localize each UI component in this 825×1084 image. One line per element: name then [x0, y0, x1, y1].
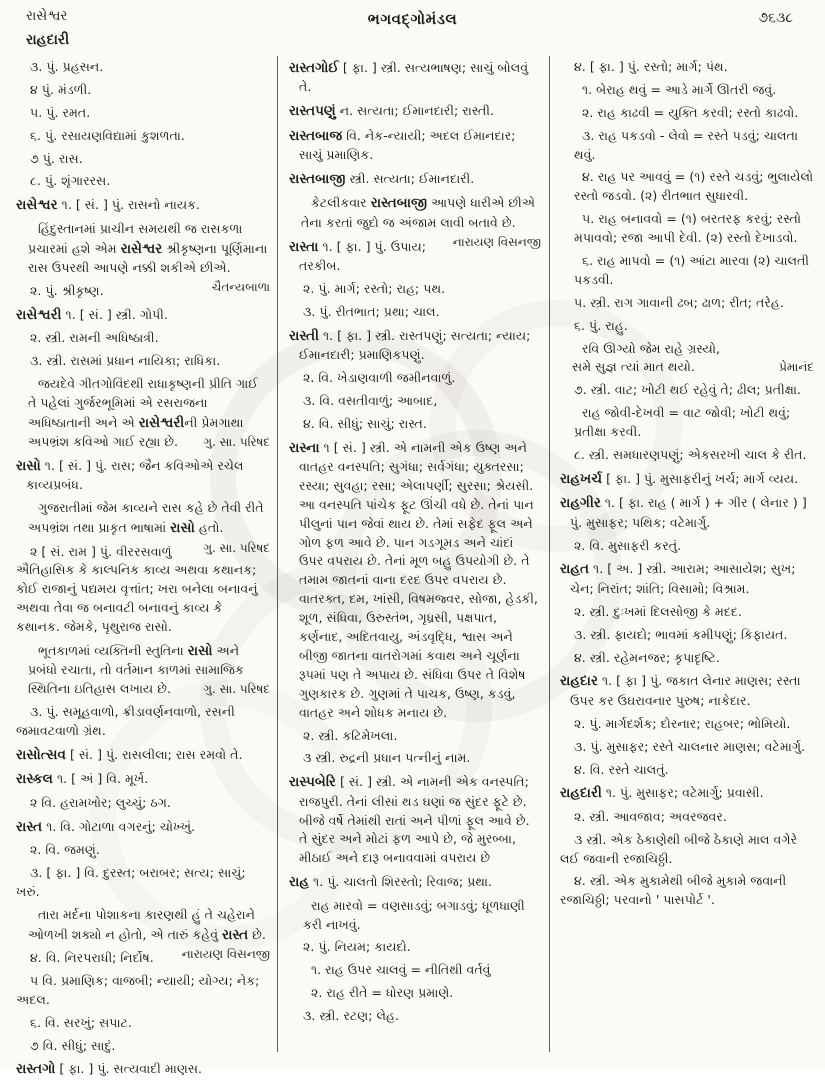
idiom-line: ૬. રાહ માપવો = (૧) આંટા મારવા (૨) ચાલતી પકડવી.	[574, 253, 810, 287]
headword: રાસ્ત	[222, 926, 249, 943]
sense-line: ૮. પું. શૃંગારરસ.	[30, 173, 111, 189]
guide-word-top: રાસેશ્વર	[26, 8, 68, 24]
sense-line: ૩. સ્ત્રી. ફાયદો; ભાવમાં કમીપણું; કિફાયત.	[574, 626, 788, 642]
sense-line: ૨. પું. શ્રીકૃષ્ણ.	[30, 282, 104, 298]
headword: રાહત	[560, 561, 590, 578]
sense-line: ૬. વિ. સરખું; સપાટ.	[30, 1014, 132, 1030]
quotation: રવિ ઊગ્યો જેમ રાહે ગ્રસ્યો, સમે સુજ્ઞ ત્યાં માત થયો. પ્રેમાનંદ	[572, 340, 814, 375]
attribution: ચૈતન્યબાળા	[211, 279, 270, 294]
attribution: પ્રેમાનંદ	[779, 360, 814, 375]
dictionary-entry: રાહદારી ૧. પું. મુસાફર; વટેમાર્ગુ; પ્રવાસી.	[560, 785, 764, 802]
idiom-line: ૩. રાહ પકડવો - લેવો = રસ્તે પડવું; ચાલતા થવું.	[574, 127, 798, 162]
quotation: જયદેવે ગીતગોવિંદથી રાધાકૃષ્ણની પ્રીતિ ગાઈ તે પહેલાં ગુર્જરભૂમિમાં એ રસરાજના અધિષ્ઠાતાની અને એ રાસેશ્વરીની પ્રેમગાથા અપભ્રંશ કવિઓ ગાઈ રહ્યા છે. ગુ. સા. પરિષદ	[28, 375, 270, 450]
sense-line: ૨. વિ. ખેડાણવાળી જમીનવાળું.	[303, 369, 456, 385]
sense-line: ૩ સ્ત્રી. રુદ્રની પ્રધાન પત્નીનું નામ.	[303, 750, 471, 766]
headword: રાહદાર	[560, 673, 598, 690]
headword: રાસ્ત	[16, 818, 43, 835]
sense-line: ૨. પું. માર્ગદર્શક; દોરનાર; રાહબર; ભોમિયો.	[574, 715, 791, 731]
headword: રાસ્ના	[289, 439, 320, 456]
idiom-line: ૧. બેરાહ થવું = આડે માર્ગે ઊતરી જવું.	[582, 81, 777, 97]
column-divider	[549, 56, 550, 1052]
idiom-line: ૫. રાહ બનાવવો = (૧) બરતરફ કરવું; રસ્તો મપાવવો; રજા આપી દેવી. (૨) રસ્તો દેખાડવો.	[574, 211, 802, 246]
sense-line: ૨. સ્ત્રી. રામની અધિષ્ઠાત્રી.	[30, 330, 159, 346]
attribution: ગુ. સા. પરિષદ	[203, 435, 270, 450]
sense-line: ૪. સ્ત્રી. એક મુકામેથી બીજે મુકામે જવાની રજાચિઠ્ઠી; પરવાનો ' પાસપોર્ટ '.	[560, 873, 787, 908]
dictionary-entry: રાસોત્સવ [ સં. ] પું. રાસલીલા; રાસ રમવો તે.	[16, 747, 243, 763]
quotation: ભૂતકાળમાં વ્યક્તિની સ્તુતિના રાસો અને પ્રબંધો રચાતા, તો વર્તમાન કાળમાં સામાજિક સ્થિતિના ઇતિહાસ લખાય છે. ગુ. સા. પરિષદ	[28, 643, 270, 697]
dictionary-entry: રાહદાર ૧. [ ફા ] પું. જકાત લેનાર માણસ; રસ્તા ઉપર કર ઉઘરાવનાર પુરુષ; નાકેદાર.	[560, 673, 801, 708]
headword: રાહદારી	[560, 785, 602, 802]
dictionary-entry: રાસ્પબેરિ [ સં. ] સ્ત્રી. એ નામની એક વનસ્પતિ; રાજપુરી. તેનાં લીસાં થડ ઘણાં જ સુંદર ફૂટે છે. બીજે વર્ષે તેમાંથી રાતાં અને પીળાં ફૂલ આવે છે. તે સુંદર અને મોટાં ફળ આપે છે, જે મુરબ્બા, મીઠાઈ અને દારૂ બનાવવામાં વપરાય છે	[289, 774, 530, 866]
sense-line: ૭ પું. રાસ.	[30, 150, 83, 166]
dictionary-entry: રાસેશ્વરી ૧. [ સં. ] સ્ત્રી. ગોપી.	[16, 306, 168, 323]
headword: રાહગીર	[560, 495, 601, 512]
page-title: ભગવદ્ગોમંડલ	[367, 10, 458, 28]
idiom-line: રાહ જોવી-દેખવી = વાટ જોવી; ખોટી થવું; પ્રતીક્ષા કરવી.	[574, 405, 791, 440]
sense-line: ૬. પું. રાહુ.	[574, 317, 628, 333]
text-column-1	[16, 58, 270, 1084]
dictionary-entry: રાહગીર ૧. [ ફા. રાહ ( માર્ગ ) + ગીર ( લેનાર ) ] પું. મુસાફર; પથિક; વટેમાર્ગુ.	[560, 495, 807, 530]
dictionary-entry: રાસ્તબાજી સ્ત્રી. સત્યતા; ઈમાનદારી.	[289, 170, 475, 187]
dictionary-entry: રાસ્તી ૧. [ ફા. ] સ્ત્રી. રાસ્તપણું; સત્યતા; ન્યાય; ઈમાનદારી; પ્રમાણિકપણું.	[289, 327, 531, 363]
page-number: ૭૬૩૮	[758, 10, 793, 26]
quotation: હિંદુસ્તાનમાં પ્રાચીન સમયથી જ રાસકળા પ્રચારમાં હશે એમ રાસેશ્વર શ્રીકૃષ્ણના પૂર્ણિમાના રાસ ઉપરથી આપણે નક્કી શકીએ છીએ. ચૈતન્યબાળા	[28, 220, 270, 294]
sense-line: ૨. પું. માર્ગ; રસ્તો; રાહ; પથ.	[303, 280, 446, 296]
sense-line: ૪. સ્ત્રી. રહેમનજર; કૃપાદૃષ્ટિ.	[574, 649, 720, 665]
dictionary-entry: રાહત ૧. [ અ. ] સ્ત્રી. આરામ; આસાયેશ; સુખ; ચેન; નિરાંત; શાંતિ; વિસામો; વિશ્રામ.	[560, 561, 796, 596]
sense-line: ૩. સ્ત્રી. રાસમાં પ્રધાન નાયિકા; રાધિકા.	[30, 353, 221, 369]
sense-line: ૩. પું. પ્રહસન.	[30, 59, 104, 74]
dictionary-entry: રાસો ૧. [ સં. ] પું. રાસ; જૈન કવિઓએ રચેલ કાવ્યપ્રબંધ.	[16, 458, 244, 493]
dictionary-entry: રાસ્કલ ૧. [ અં ] વિ. મૂર્ખ.	[16, 771, 149, 788]
quotation: કેટલીકવાર રાસ્તબાજી આપણે ધારીએ છીએ તેના કરતાં જુદો જ અંજામ લાવી બતાવે છે. નારાયણ વિસનજી	[301, 195, 541, 249]
quotation: ગુજરાતીમાં જેમ કાવ્યને રાસ કહે છે તેવી રીતે અપભ્રંશ તથા પ્રાકૃત ભાષામાં રાસો હતો. ગુ. સા. પરિષદ	[28, 500, 270, 555]
sense-line: ૪. વિ. રસ્તે ચાલતું.	[574, 761, 669, 777]
dictionary-entry: રાહખર્ચ [ ફા. ] પું. મુસાફરીનું ખર્ચ; માર્ગ વ્યય.	[560, 470, 799, 487]
dictionary-entry: રાસેશ્વર ૧. [ સં. ] પું. રાસનો નાયક.	[16, 197, 201, 214]
sense-line: ૮. સ્ત્રી. સમધારણપણું; એકસરખી ચાલ કે રીત.	[574, 447, 807, 463]
sense-line: ૪. વિ. નિરપરાધી; નિર્દોષ.	[30, 950, 154, 966]
headword: રાસેશ્વર	[120, 240, 163, 257]
headword: રાસ્પબેરિ	[289, 774, 336, 791]
sense-line: ૨. સ્ત્રી. દુઃખમાં દિલસોજી કે મદદ.	[574, 603, 742, 619]
attribution: ગુ. સા. પરિષદ	[203, 540, 270, 555]
sense-line: ૫ વિ. પ્રમાણિક; વાજબી; ન્યાયી; યોગ્ય; નેક; અદલ.	[16, 972, 260, 1007]
dictionary-entry: રાસ્તગો [ ફા. ] પું. સત્યવાદી માણસ.	[16, 1061, 203, 1078]
dictionary-entry: રાહ ૧. પું. ચાલતો શિરસ્તો; રિવાજ; પ્રથા.	[289, 874, 492, 891]
headword: રાહખર્ચ	[560, 470, 603, 487]
dictionary-entry: રાસ્ત ૧. વિ. ગોટાળા વગરનું; ચોખ્ખું.	[16, 818, 196, 835]
column-divider	[277, 56, 278, 1052]
idiom-line: રાહ મારવો = વણસાડવું; બગાડવું; ધૂળધાણી કરી નાખવું.	[303, 897, 525, 932]
headword: રાસોત્સવ	[16, 747, 66, 763]
guide-word-bottom: રાહદારી	[26, 32, 70, 48]
headword: રાસેશ્વરી	[16, 306, 62, 323]
headword: રાસો	[170, 520, 195, 537]
dictionary-entry: રાસ્તગોઈ [ ફા. ] સ્ત્રી. સત્યભાષણ; સાચું બોલવું તે.	[289, 60, 529, 95]
headword: રાસો	[16, 458, 41, 475]
dictionary-entry: રાસ્તા ૧. [ ફા. ] પું. ઉપાય; તરકીબ.	[289, 238, 427, 274]
sense-line: ૬. પું. રસાયણવિદ્યામાં કુશળતા.	[30, 127, 185, 143]
sense-line: ૫. સ્ત્રી. રાગ ગાવાની ઢબ; ઢાળ; રીત; તરેહ.	[574, 294, 784, 310]
sense-line: ૩. પું. રીતભાત; પ્રથા; ચાલ.	[303, 303, 440, 319]
headword: રાસો	[187, 643, 213, 660]
headword: રાસ્તા	[289, 238, 319, 255]
sense-line: ૩. પું. સમૂહવાળો, ક્રીડાવર્ણનવાળો, રસની જમાવટવાળો ગ્રંથ.	[16, 704, 235, 739]
headword: રાહ	[289, 874, 310, 891]
sense-line: ૪. [ ફા. ] પું. રસ્તો; માર્ગ; પંથ.	[574, 59, 728, 74]
sense-line: ૪. વિ. સીધું; સાચું; રાસ્ત.	[303, 415, 427, 431]
quotation: તારા મર્દના પોશાકના કારણથી હું તે ચહેરાને ઓળખી શક્યો ન હોતો, એ તારું કહેવું રાસ્ત છે. નારાયણ વિસનજી	[28, 906, 270, 962]
attribution: નારાયણ વિસનજી	[452, 234, 541, 249]
headword: રાસ્તગો	[16, 1061, 56, 1078]
attribution: ગુ. સા. પરિષદ	[203, 682, 270, 697]
headword: રાસ્તગોઈ	[289, 60, 339, 76]
headword: રાસ્તપણું	[289, 103, 336, 120]
headword: રાસેશ્વરી	[138, 414, 185, 431]
sense-line: ૩. વિ. વસતીવાળું; આબાદ,	[303, 392, 438, 408]
headword: રાસ્તબાજી	[289, 170, 346, 187]
sense-line: ૩. [ ફા. ] વિ. દુરસ્ત; બરાબર; સત્ય; સાચું; ખરું.	[16, 864, 246, 899]
headword: રાસ્કલ	[16, 771, 53, 788]
sense-line: ૩. સ્ત્રી. રટણ; લેહ.	[303, 1008, 399, 1024]
sense-line: ૭ વિ. સીધું; સાદું.	[30, 1037, 116, 1053]
sense-line: ૨. પું. નિયમ; કાયદો.	[303, 939, 411, 955]
idiom-line: ૧. રાહ ઉપર ચાલવું = નીતિથી વર્તવું	[311, 962, 491, 978]
headword: રાસ્તબાજ	[289, 127, 343, 144]
dictionary-entry: રાસ્તપણું ન. સત્યતા; ઈમાનદારી; રાસ્તી.	[289, 103, 494, 120]
sense-line: ૭. સ્ત્રી. વાટ; ખોટી થઈ રહેવું તે; ઢીલ; પ્રતીક્ષા.	[574, 382, 801, 398]
headword: રાસેશ્વર	[16, 197, 58, 214]
headword: રાસ્તી	[289, 327, 319, 344]
sense-line: ૨ [ સં. રામ ] પું. વીરરસવાળું ઐતિહાસિક કે કાલ્પનિક કાવ્ય અથવા કથાનક; કોઈ રાજાનું પદ્યમય વૃત્તાંત; ખરા બનેલા બનાવનું અથવા તેવા જ બનાવટી બનાવનું કાવ્ય કે કથાનક. જેમકે, પૃથુરાજ રાસો.	[16, 543, 258, 635]
sense-line: ૩. પું. મુસાફર; રસ્તે ચાલનાર માણસ; વટેમાર્ગુ.	[574, 738, 806, 754]
sense-line: ૨. વિ. મુસાફરી કરતું.	[574, 537, 682, 553]
sense-line: ૫. પું. રમત.	[30, 104, 91, 120]
headword: રાસ્તબાજી	[370, 195, 428, 212]
attribution: નારાયણ વિસનજી	[181, 947, 270, 962]
sense-line: ૨. સ્ત્રી. કટિમેખલા.	[303, 727, 398, 743]
idiom-line: ૨. રાહ કાઢવી = યુક્તિ કરવી; રસ્તો કાઢવો.	[582, 104, 799, 120]
text-column-2	[289, 58, 541, 1030]
dictionary-entry: રાસ્ના ૧ [ સં. ] સ્ત્રી. એ નામની એક ઉષ્ણ અને વાતહર વનસ્પતિ; સુગંધા; સર્વગંધા; યુક્તરસા; રસ્યા; સુવહા; રસા; એલાપર્ણી; સુરસા; શ્રેયસી. આ વનસ્પતિ પાંચેક ફૂટ ઊંચી વધે છે. તેનાં પાન પીલુનાં પાન જેવાં થાય છે. તેમાં સફેદ ફૂલ અને ગોળ ફળ આવે છે. પાન ગડગૂમડ અને ચાંદાં ઉપર વપરાય છે. તેનાં મૂળ બહુ ઉપયોગી છે. તે તમામ જાતનાં વાના દરદ ઉપર વપરાય છે. વાતરક્ત, દમ, ખાંસી, વિષમજ્વર, સોજા, હેડકી, શૂળ, સંધિવા, ઉરુસ્તંભ, ગૃધ્રસી, પક્ષપાત, કર્ણનાદ, અદિતવાયુ, અંડવૃદ્ધિ, શ્વાસ અને બીજી જાતના વાતરોગમાં કવાથ અને ચૂર્ણના રૂપમાં પણ તે અપાય છે. સંધિવા ઉપર તે વિશેષ ગુણકારક છે. ગુણમાં તે પાચક, ઉષ્ણ, કડવું, વાતહર અને શોધક મનાય છે.	[289, 439, 538, 720]
text-column-3	[560, 58, 814, 914]
sense-line: ૩ સ્ત્રી. એક ઠેકાણેથી બીજે ઠેકાણે માલ વગેરે લઈ જવાની રજાચિઠ્ઠી.	[560, 831, 798, 866]
idiom-line: ૨. રાહ રીતે = ધોરણ પ્રમાણે.	[311, 985, 454, 1001]
sense-line: ૨. સ્ત્રી. આવજાવ; અવરજવર.	[574, 808, 727, 824]
idiom-line: ૪. રાહ પર આવવું = (૧) રસ્તે ચડવું; ભુલાયેલો રસ્તો જડવો. (૨) રીતભાત સુધારવી.	[574, 169, 814, 204]
sense-line: ૨. વિ. જમણું.	[30, 842, 100, 858]
sense-line: ૪ પું. મંડળી.	[30, 81, 92, 97]
dictionary-entry: રાસ્તબાજ વિ. નેક-ન્યાયી; અદલ ઈમાનદાર; સાચું પ્રમાણિક.	[289, 127, 516, 163]
sense-line: ૨ વિ. હરામખોર; લુચ્ચું; ઠગ.	[30, 794, 171, 810]
